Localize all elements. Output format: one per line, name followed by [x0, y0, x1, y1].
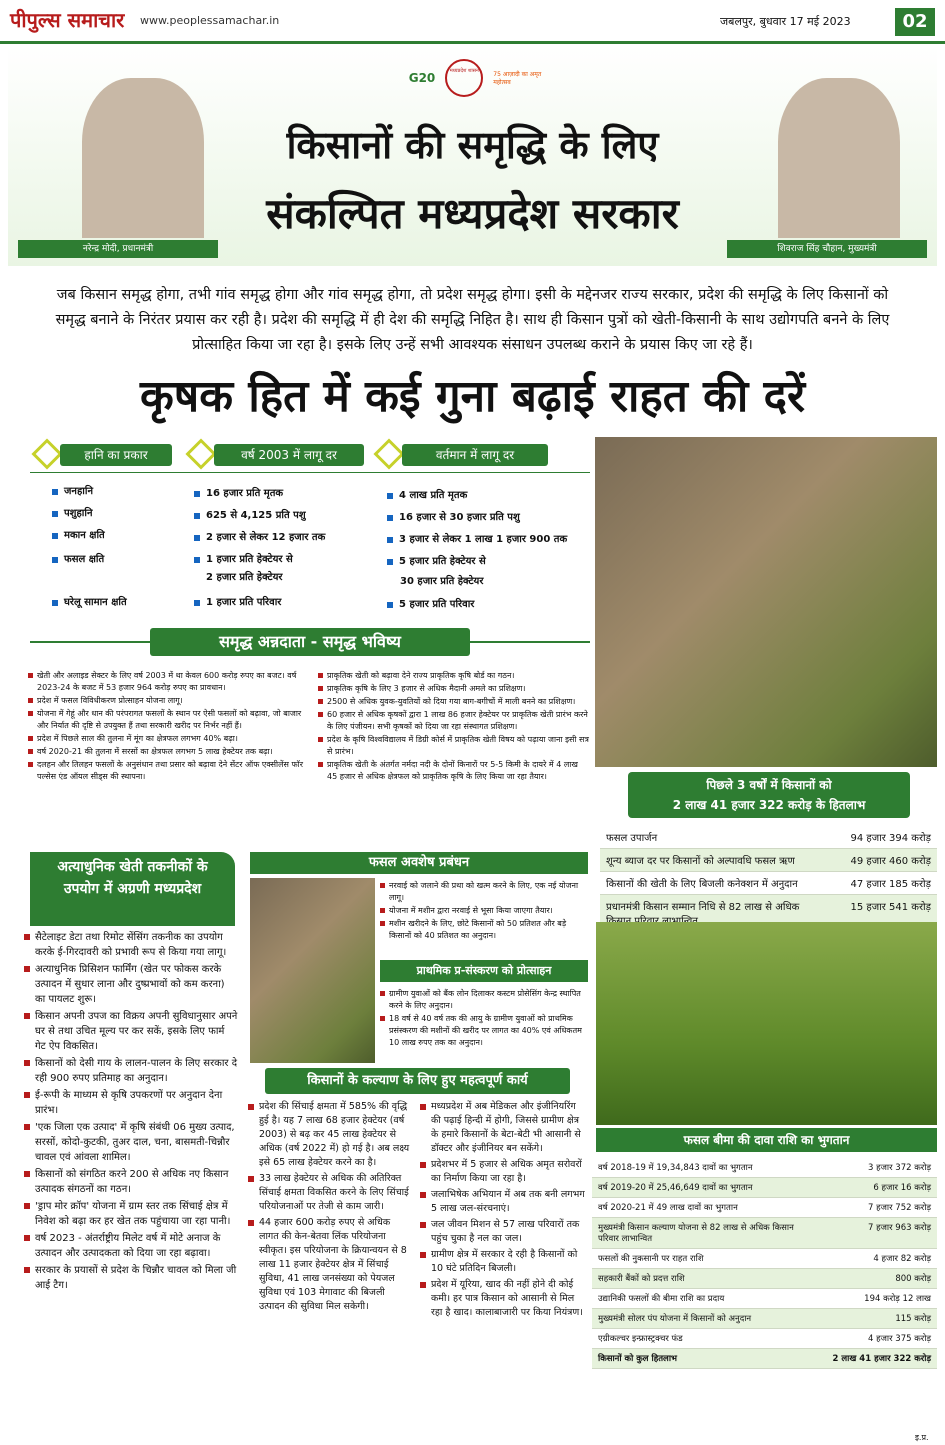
banner-title-line1: किसानों की समृद्धि के लिए — [286, 123, 659, 167]
list-item: ई-रूपी के माध्यम से कृषि उपकरणों पर अनुदान देना प्रारंभ। — [24, 1088, 238, 1118]
hitlabh-title — [628, 772, 910, 818]
col-header-loss-type: हानि का प्रकार — [60, 444, 172, 466]
list-item: नरवाई को जलाने की प्रथा को खत्म करने के लिए, एक नई योजना लागू। — [380, 880, 585, 904]
banner-title-line2: संकल्पित मध्यप्रदेश सरकार — [266, 189, 679, 238]
row-value: 115 करोड़ — [895, 1314, 931, 1324]
row-label: उद्यानिकी फसलों की बीमा राशि का प्रदाय — [598, 1294, 725, 1304]
row-value: 47 हजार 185 करोड़ — [850, 879, 931, 890]
row-value: 6 हजार 16 करोड़ — [873, 1183, 931, 1193]
row-label: किसानों की खेती के लिए बिजली कनेक्शन में अनुदान — [606, 879, 798, 890]
row-label: प्रधानमंत्री किसान सम्मान निधि से 82 लाख से अधिक — [606, 902, 800, 913]
logo-strip — [395, 56, 555, 100]
list-item: किसान अपनी उपज का विक्रय अपनी सुविधानुसार अपने घर से तथा उचित मूल्य पर कर सकें, इसके लिए फार्म गेट ऐप विकसित। — [24, 1009, 238, 1054]
row-label: फसलों की नुकसानी पर राहत राशि — [598, 1254, 704, 1264]
list-item: किसानों को देसी गाय के लालन-पालन के लिए सरकार दे रही 900 रुपए प्रतिमाह का अनुदान। — [24, 1056, 238, 1086]
table-row — [592, 1249, 937, 1269]
row-value: 7 हजार 963 करोड़ — [868, 1223, 931, 1233]
table-row — [592, 1349, 937, 1369]
list-item: दलहन और तिलहन फसलों के अनुसंधान तथा प्रसार को बढ़ावा देने सेंटर ऑफ एक्सीलेंस फॉर पल्सेस एंड ऑयल सीड्स की स्थापना। — [28, 759, 313, 783]
loss-type: घरेलू सामान क्षति — [50, 594, 127, 611]
footer-credit: इ.प्र. — [915, 1433, 929, 1442]
row-label: मुख्यमंत्री किसान कल्याण योजना से 82 लाख से अधिक किसान परिवार लाभान्वित — [598, 1223, 794, 1244]
loss-type: पशुहानि — [50, 505, 93, 522]
diamond-icon — [185, 438, 216, 469]
list-item: अत्याधुनिक प्रिसिशन फार्मिंग (खेत पर फोकस करके उत्पादन में सुधार लाना और दुष्प्रभावों को कम करना) का पायलट शुरू। — [24, 962, 238, 1007]
table-row — [592, 1198, 937, 1218]
list-item: वर्ष 2023 - अंतर्राष्ट्रीय मिलेट वर्ष में मोटे अनाज के उत्पादन और उत्पादकता को दिया जा रहा बढ़ावा। — [24, 1231, 238, 1261]
row-value: 49 हजार 460 करोड़ — [850, 856, 931, 867]
hitlabh-table — [600, 826, 937, 932]
list-item: खेती और अलाइड सेक्टर के लिए वर्ष 2003 में था केवल 600 करोड़ रुपए का बजट। वर्ष 2023-24 के बजट में 53 हजार 964 करोड़ रुपए का प्रावधान। — [28, 670, 313, 694]
list-item: मशीन खरीदने के लिए, छोटे किसानों को 50 प्रतिशत और बड़े किसानों को 40 प्रतिशत का अनुदान। — [380, 918, 585, 942]
table-row — [592, 1158, 937, 1178]
azadi-logo: 75 आज़ादी का अमृत महोत्सव — [493, 71, 542, 86]
page-number: 02 — [895, 8, 935, 36]
row-value: 7 हजार 752 करोड़ — [868, 1203, 931, 1213]
hitlabh-title-line2: 2 लाख 41 हजार 322 करोड़ के हितलाभ — [672, 798, 866, 812]
divider — [30, 472, 590, 473]
row-value: 2 लाख 41 हजार 322 करोड़ — [832, 1354, 931, 1364]
new-rate: 5 हजार प्रति परिवार — [385, 596, 474, 613]
row-label: फसल उपार्जन — [606, 833, 658, 844]
list-item: मध्यप्रदेश में अब मेडिकल और इंजीनियरिंग की पढ़ाई हिन्दी में होगी, जिससे ग्रामीण क्षेत्र के हमारे किसानों के बेटा-बेटी भी आसानी से डॉक्टर और इंजीनियर बन सकेंगे। — [420, 1100, 588, 1156]
table-row — [600, 826, 937, 849]
kalyan-title: किसानों के कल्याण के लिए हुए महत्वपूर्ण कार्य — [265, 1068, 570, 1094]
kalyan-left-list — [248, 1100, 411, 1316]
farmer-in-field-photo — [596, 922, 937, 1125]
g20-logo: G20 — [408, 71, 436, 85]
hitlabh-title-line1: पिछले 3 वर्षों में किसानों को — [706, 778, 832, 792]
cm-caption: शिवराज सिंह चौहान, मुख्यमंत्री — [727, 240, 927, 258]
list-item: प्रदेशभर में 5 हजार से अधिक अमृत सरोवरों का निर्माण किया जा रहा है। — [420, 1158, 588, 1186]
loss-type: जनहानि — [50, 483, 93, 500]
list-item: 'ड्राप मोर क्रॉप' योजना में ग्राम स्तर तक सिंचाई क्षेत्र में निवेश को बढ़ा कर हर खेत तक पहुंचाया जा रहा पानी। — [24, 1199, 238, 1229]
diamond-icon — [31, 438, 62, 469]
list-item: प्रदेश में यूरिया, खाद की नहीं होने दी कोई कमी। हर पात्र किसान को आसानी से मिल रहा है खाद। कालाबाजारी पर किया नियंत्रण। — [420, 1278, 588, 1320]
row-label: किसानों को कुल हितलाभ — [598, 1354, 677, 1364]
list-item: प्राकृतिक कृषि के लिए 3 हजार से अधिक मैदानी अमले का प्रशिक्षण। — [318, 683, 590, 695]
row-value: 194 करोड़ 12 लाख — [864, 1294, 931, 1304]
issue-date: जबलपुर, बुधवार 17 मई 2023 — [720, 15, 851, 28]
new-rate-cont: 30 हजार प्रति हेक्टेयर — [400, 576, 484, 587]
new-rate: 4 लाख प्रति मृतक — [385, 487, 467, 504]
row-value: 94 हजार 394 करोड़ — [850, 833, 931, 844]
list-item: 'एक जिला एक उत्पाद' में कृषि संबंधी 06 मुख्य उत्पाद, सरसों, कोदो-कुटकी, तुअर दाल, चना, बासमती-चिन्नौर चावल एवं आंवला शामिल। — [24, 1120, 238, 1165]
bima-table — [592, 1158, 937, 1369]
list-item: वर्ष 2020-21 की तुलना में सरसों का क्षेत्रफल लगभग 5 लाख हेक्टेयर तक बढ़ा। — [28, 746, 313, 758]
list-item: 2500 से अधिक युवक-युवतियों को दिया गया बाग-बगीचों में माली बनने का प्रशिक्षण। — [318, 696, 590, 708]
table-row — [600, 872, 937, 895]
list-item: प्रदेश में फसल विविधीकरण प्रोत्साहन योजना लागू। — [28, 695, 313, 707]
avshesh-title: फसल अवशेष प्रबंधन — [250, 852, 588, 874]
website-url[interactable]: www.peoplessamachar.in — [140, 14, 280, 27]
loss-type: मकान क्षति — [50, 527, 105, 544]
list-item: 60 हजार से अधिक कृषकों द्वारा 1 लाख 86 हजार हेक्टेयर पर प्राकृतिक खेती प्रारंभ करने के लिए पंजीयन। सभी कृषकों को दिया जा रहा संस्थागत प्रशिक्षण। — [318, 709, 590, 733]
list-item: प्रदेश में पिछले साल की तुलना में मूंग का क्षेत्रफल लगभग 40% बढ़ा। — [28, 733, 313, 745]
new-rate: 3 हजार से लेकर 1 लाख 1 हजार 900 तक — [385, 531, 567, 548]
new-rate: 16 हजार से 30 हजार प्रति पशु — [385, 509, 520, 526]
pm-caption: नरेन्द्र मोदी, प्रधानमंत्री — [18, 240, 218, 258]
cm-portrait — [778, 78, 900, 238]
list-item: जल जीवन मिशन से 57 लाख परिवारों तक पहुंच चुका है नल का जल। — [420, 1218, 588, 1246]
row-label: वर्ष 2018-19 में 19,34,843 दावों का भुगतान — [598, 1163, 753, 1173]
modern-title: अत्याधुनिक खेती तकनीकों के उपयोग में अग्रणी मध्यप्रदेश — [30, 852, 235, 926]
table-row — [592, 1329, 937, 1349]
row-label: सहकारी बैंकों को प्रदत्त राशि — [598, 1274, 685, 1284]
col-header-current-rate: वर्तमान में लागू दर — [402, 444, 548, 466]
table-row — [592, 1218, 937, 1249]
table-row — [592, 1178, 937, 1198]
old-rate: 625 से 4,125 प्रति पशु — [192, 507, 306, 524]
row-label: वर्ष 2020-21 में 49 लाख दावों का भुगतान — [598, 1203, 738, 1213]
list-item: योजना में मशीन द्वारा नरवाई से भूसा किया जाएगा तैयार। — [380, 905, 585, 917]
list-item: सैटेलाइट डेटा तथा रिमोट सेंसिंग तकनीक का उपयोग करके ई-गिरदावरी को प्रभावी रूप से किया गया लागू। — [24, 930, 238, 960]
list-item: किसानों को संगठित करने 200 से अधिक नए किसान उत्पादक संगठनों का गठन। — [24, 1167, 238, 1197]
old-rate: 2 हजार से लेकर 12 हजार तक — [192, 529, 325, 546]
table-row — [600, 849, 937, 872]
list-item: जलाभिषेक अभियान में अब तक बनी लगभग 5 लाख जल-संरचनाएं। — [420, 1188, 588, 1216]
farmer-with-tractor-photo — [250, 878, 375, 1063]
avshesh-list — [380, 880, 585, 943]
table-row — [592, 1289, 937, 1309]
old-rate-cont: 2 हजार प्रति हेक्टेयर — [206, 572, 283, 583]
list-item: प्रदेश की सिंचाई क्षमता में 585% की वृद्धि हुई है। यह 7 लाख 68 हजार हेक्टेयर (वर्ष 2003) से बढ़ कर 45 लाख हेक्टेयर से अधिक (वर्ष 2022 में) हो गई है। अब लक्ष्य इसे 65 लाख हेक्टेयर करने का है। — [248, 1100, 411, 1170]
diamond-icon — [373, 438, 404, 469]
intro-paragraph: जब किसान समृद्ध होगा, तभी गांव समृद्ध होगा और गांव समृद्ध होगा, तो प्रदेश समृद्ध होगा। इसी के मद्देनजर राज्य सरकार, प्रदेश की समृद्धि के लिए किसानों को समृद्ध बनाने के निरंतर प्रयास कर रही है। प्रदेश की समृद्धि में ही देश की समृद्धि निहित है। साथ ही किसान पुत्रों को खेती-किसानी के साथ उद्योगपति बनने के लिए प्रोत्साहित किया जा रहा है। इसके लिए उन्हें सभी आवश्यक संसाधन उपलब्ध कराने के प्रयास किए जा रहे हैं। — [55, 287, 890, 353]
list-item: प्रदेश के कृषि विश्वविद्यालय में डिग्री कोर्स में प्राकृतिक खेती विषय को पढ़ाया जाना इसी सत्र से प्रारंभ। — [318, 734, 590, 758]
newspaper-logo: पीपुल्स समाचार — [10, 8, 125, 32]
col-header-2003-rate: वर्ष 2003 में लागू दर — [214, 444, 364, 466]
modern-list — [24, 930, 238, 1295]
old-rate: 16 हजार प्रति मृतक — [192, 485, 283, 502]
list-item: 18 वर्ष से 40 वर्ष तक की आयु के ग्रामीण युवाओं को प्राथमिक प्रसंस्करण की मशीनों की खरीद पर लागत का 40% एवं अधिकतम 10 लाख रुपए तक का अनुदान। — [380, 1013, 585, 1049]
row-label: एग्रीकल्चर इन्फ्रास्ट्रक्चर फंड — [598, 1334, 683, 1344]
list-item: ग्रामीण युवाओं को बैंक लोन दिलाकर कस्टम प्रोसेसिंग केन्द्र स्थापित करने के लिए अनुदान। — [380, 988, 585, 1012]
new-rate: 5 हजार प्रति हेक्टेयर से — [385, 553, 486, 570]
list-item: सरकार के प्रयासों से प्रदेश के चिन्नौर चावल को मिला जी आई टैग। — [24, 1263, 238, 1293]
list-item: योजना में गेहूं और धान की परंपरागत फसलों के स्थान पर ऐसी फसलों को बढ़ावा, जो बाजार और निर्यात की दृष्टि से उपयुक्त हैं तथा सरकारी खरीद पर निर्भर नहीं हैं। — [28, 708, 313, 732]
samrudh-right-list — [318, 670, 590, 784]
sanskaran-title: प्राथमिक प्र-संस्करण को प्रोत्साहन — [380, 960, 588, 982]
old-rate: 1 हजार प्रति हेक्टेयर से — [192, 551, 293, 568]
loss-type: फसल क्षति — [50, 551, 104, 568]
old-rate: 1 हजार प्रति परिवार — [192, 594, 281, 611]
row-value: 800 करोड़ — [895, 1274, 931, 1284]
row-value: 4 हजार 375 करोड़ — [868, 1334, 931, 1344]
cm-with-farmers-photo — [595, 437, 937, 767]
list-item: प्राकृतिक खेती के अंतर्गत नर्मदा नदी के दोनों किनारों पर 5-5 किमी के दायरे में 4 लाख 45 हजार से अधिक क्षेत्रफल को प्राकृतिक कृषि के लिए किया जा रहा तैयार। — [318, 759, 590, 783]
row-value: 4 हजार 82 करोड़ — [873, 1254, 931, 1264]
row-label: शून्य ब्याज दर पर किसानों को अल्पावधि फसल ऋण — [606, 856, 795, 867]
bima-title: फसल बीमा की दावा राशि का भुगतान — [596, 1128, 937, 1152]
samrudh-left-list — [28, 670, 313, 784]
table-row — [592, 1309, 937, 1329]
row-label: मुख्यमंत्री सोलर पंप योजना में किसानों को अनुदान — [598, 1314, 752, 1324]
kalyan-right-list — [420, 1100, 588, 1322]
main-headline: कृषक हित में कई गुना बढ़ाई राहत की दरें — [140, 371, 805, 422]
table-row — [592, 1269, 937, 1289]
list-item: ग्रामीण क्षेत्र में सरकार दे रही है किसानों को 10 घंटे प्रतिदिन बिजली। — [420, 1248, 588, 1276]
mp-govt-emblem: मध्यप्रदेश शासन — [445, 59, 483, 97]
list-item: 44 हजार 600 करोड़ रुपए से अधिक लागत की केन-बेतवा लिंक परियोजना स्वीकृत। इस परियोजना के क्रियान्वयन से 8 लाख 11 हजार हेक्टेयर क्षेत्र में सिंचाई सुविधा, 41 लाख जनसंख्या को पेयजल सुविधा एवं 103 मेगावाट की बिजली उत्पादन की सुविधा मिल सकेगी। — [248, 1216, 411, 1314]
sanskaran-list — [380, 988, 585, 1050]
row-value: 15 हजार 541 करोड़ — [850, 902, 931, 913]
list-item: 33 लाख हेक्टेयर से अधिक की अतिरिक्त सिंचाई क्षमता विकसित करने के लिए सिंचाई परियोजनाओं पर तेजी से काम जारी। — [248, 1172, 411, 1214]
row-label: वर्ष 2019-20 में 25,46,649 दावों का भुगतान — [598, 1183, 753, 1193]
list-item: प्राकृतिक खेती को बढ़ावा देने राज्य प्राकृतिक कृषि बोर्ड का गठन। — [318, 670, 590, 682]
row-value: 3 हजार 372 करोड़ — [868, 1163, 931, 1173]
samrudh-title: समृद्ध अन्नदाता - समृद्ध भविष्य — [150, 628, 470, 656]
